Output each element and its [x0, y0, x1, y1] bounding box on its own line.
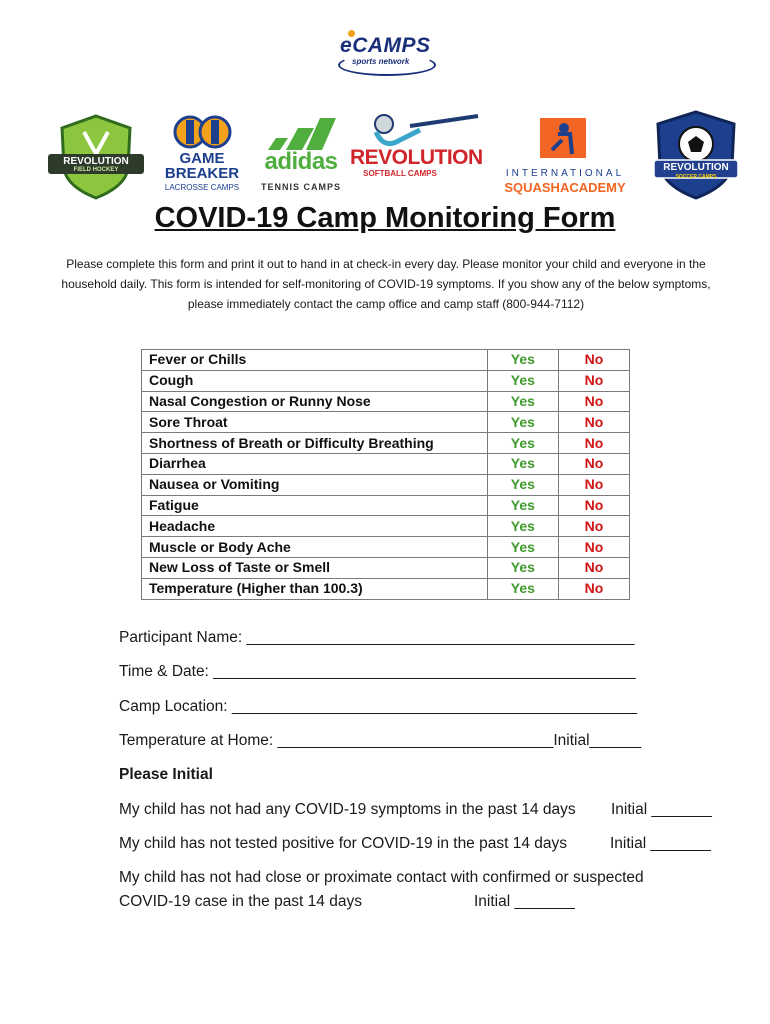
symptoms-table — [141, 349, 630, 600]
yes-option[interactable]: Yes — [487, 516, 558, 537]
symptom-row — [142, 516, 630, 537]
symptom-name: Muscle or Body Ache — [142, 537, 488, 558]
please-initial-heading: Please Initial — [119, 766, 213, 783]
yes-option[interactable]: Yes — [487, 370, 558, 391]
logo-sublabel: LACROSSE CAMPS — [164, 183, 240, 192]
yes-option[interactable]: Yes — [487, 391, 558, 412]
no-option[interactable]: No — [558, 516, 629, 537]
no-option[interactable]: No — [558, 557, 629, 578]
symptom-name: Shortness of Breath or Difficulty Breathing — [142, 433, 488, 454]
symptom-name: Headache — [142, 516, 488, 537]
symptom-row — [142, 474, 630, 495]
logo-label: REVOLUTION — [63, 156, 129, 167]
revolution-field-hockey-logo — [48, 110, 144, 202]
no-option[interactable]: No — [558, 370, 629, 391]
attestation-2-text: My child has not tested positive for COVID-19 in the past 14 days — [119, 835, 568, 852]
symptom-name: Diarrhea — [142, 453, 488, 474]
logo-sublabel: FIELD HOCKEY — [73, 167, 119, 173]
yes-option[interactable]: Yes — [487, 350, 558, 371]
symptom-name: Nausea or Vomiting — [142, 474, 488, 495]
intro-paragraph — [36, 254, 736, 314]
symptom-name: Sore Throat — [142, 412, 488, 433]
symptom-row — [142, 412, 630, 433]
no-option[interactable]: No — [558, 453, 629, 474]
attestation-3-text-line-2: COVID-19 case in the past 14 days — [119, 893, 362, 910]
symptom-name: Temperature (Higher than 100.3) — [142, 578, 488, 599]
ecamps-logo — [334, 30, 438, 76]
symptom-row — [142, 557, 630, 578]
symptom-name: Fever or Chills — [142, 350, 488, 371]
symptom-name: New Loss of Taste or Smell — [142, 557, 488, 578]
attestation-3-text-line-1: My child has not had close or proximate contact with confirmed or suspected — [119, 869, 644, 886]
camp-location-field[interactable]: Camp Location: _______________________________________________ — [119, 698, 638, 715]
no-option[interactable]: No — [558, 537, 629, 558]
brand-wordmark: eCAMPS — [340, 34, 431, 57]
logo-label: REVOLUTION — [663, 162, 729, 173]
yes-option[interactable]: Yes — [487, 433, 558, 454]
attestation-3-initial[interactable]: Initial _______ — [474, 893, 575, 910]
yes-option[interactable]: Yes — [487, 495, 558, 516]
no-option[interactable]: No — [558, 578, 629, 599]
page-title: COVID-19 Camp Monitoring Form — [154, 202, 616, 234]
intro-line-3: please immediately contact the camp office and camp staff (800-944-7112) — [187, 297, 585, 311]
symptom-row — [142, 370, 630, 391]
logo-sublabel: SOFTBALL CAMPS — [363, 169, 437, 178]
no-option[interactable]: No — [558, 412, 629, 433]
no-option[interactable]: No — [558, 433, 629, 454]
logo-label: adidas — [264, 148, 338, 175]
symptom-name: Nasal Congestion or Runny Nose — [142, 391, 488, 412]
logo-sublabel: TENNIS CAMPS — [260, 182, 341, 192]
adidas-tennis-logo — [258, 110, 344, 202]
yes-option[interactable]: Yes — [487, 578, 558, 599]
logo-label-2: BREAKER — [164, 165, 240, 182]
soccer-shield-icon — [650, 110, 742, 200]
no-option[interactable]: No — [558, 474, 629, 495]
no-option[interactable]: No — [558, 350, 629, 371]
logo-sublabel: SOCCER CAMPS — [675, 174, 717, 180]
attestation-1-initial[interactable]: Initial _______ — [611, 801, 712, 818]
no-option[interactable]: No — [558, 391, 629, 412]
intro-line-2: household daily. This form is intended for self-monitoring of COVID-19 symptoms. If you show any of the below symptoms, — [61, 277, 711, 291]
attestation-2-initial[interactable]: Initial _______ — [610, 835, 711, 852]
symptom-row — [142, 537, 630, 558]
symptom-name: Fatigue — [142, 495, 488, 516]
logo-label: INTERNATIONAL — [505, 168, 625, 179]
symptom-name: Cough — [142, 370, 488, 391]
symptom-row — [142, 391, 630, 412]
yes-option[interactable]: Yes — [487, 557, 558, 578]
symptom-row — [142, 578, 630, 599]
yes-option[interactable]: Yes — [487, 412, 558, 433]
symptom-row — [142, 350, 630, 371]
intro-line-1: Please complete this form and print it out to hand in at check-in every day. Please monitor your child and everyone in the — [66, 257, 706, 271]
logo-sublabel: SQUASHACADEMY — [504, 180, 626, 195]
revolution-soccer-logo — [650, 110, 742, 202]
temperature-field[interactable]: Temperature at Home: ________________________________Initial______ — [119, 732, 642, 749]
participant-name-field[interactable]: Participant Name: _____________________________________________ — [119, 629, 635, 646]
no-option[interactable]: No — [558, 495, 629, 516]
brand-subtitle: sports network — [352, 57, 410, 66]
attestation-1-text: My child has not had any COVID-19 symptoms in the past 14 days — [119, 801, 576, 818]
revolution-softball-logo — [350, 110, 482, 202]
logo-label: REVOLUTION — [350, 146, 483, 169]
symptom-row — [142, 433, 630, 454]
game-breaker-logo — [160, 110, 244, 202]
symptom-row — [142, 453, 630, 474]
squash-academy-logo — [500, 110, 630, 202]
time-date-field[interactable]: Time & Date: _________________________________________________ — [119, 663, 636, 680]
logo-label: GAME — [179, 150, 225, 167]
yes-option[interactable]: Yes — [487, 453, 558, 474]
squash-player-icon — [500, 110, 630, 162]
yes-option[interactable]: Yes — [487, 474, 558, 495]
symptom-row — [142, 495, 630, 516]
yes-option[interactable]: Yes — [487, 537, 558, 558]
